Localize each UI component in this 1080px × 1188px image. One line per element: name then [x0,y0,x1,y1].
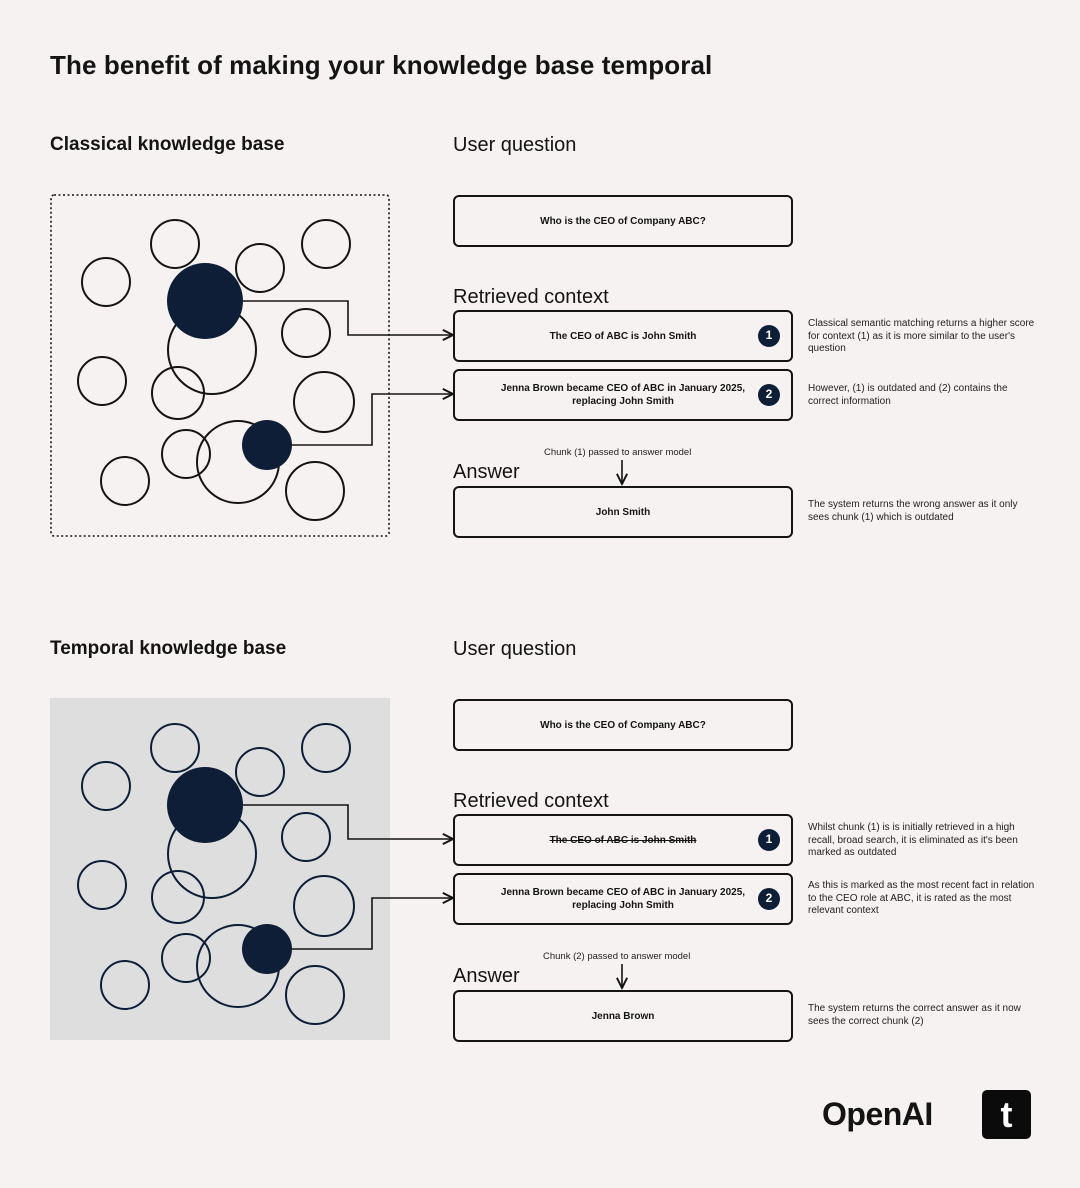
retrieved-context-label: Retrieved context [453,286,609,308]
chunk1-box [453,814,793,866]
kb-chunk1-node [167,263,243,339]
chunk2-badge: 2 [758,384,780,406]
chunk1-badge: 1 [758,829,780,851]
flow-label: Chunk (1) passed to answer model [544,447,692,458]
user-question-label: User question [453,638,577,660]
note-chunk1: Classical semantic matching returns a higher score for context (1) as it is more similar to the user's question [808,318,1035,354]
section-title-classical: Classical knowledge base [50,134,285,155]
kb-node [78,357,126,405]
answer-label: Answer [453,461,520,483]
chunk1-text: The CEO of ABC is John Smith [549,330,697,342]
openai-logo: OpenAI [822,1096,933,1132]
answer-text: John Smith [595,506,651,518]
connector-chunk2 [292,394,453,445]
kb-node [152,367,204,419]
page-title: The benefit of making your knowledge base temporal [50,50,713,80]
chunk2-badge: 2 [758,888,780,910]
chunk1-badge: 1 [758,325,780,347]
kb-node [236,244,284,292]
question-box [453,195,793,247]
answer-text: Jenna Brown [591,1010,655,1022]
note-answer: The system returns the correct answer as it now sees the correct chunk (2) [808,1003,1021,1027]
section-title-temporal: Temporal knowledge base [50,638,287,659]
note-answer: The system returns the wrong answer as it only sees chunk (1) which is outdated [808,499,1018,523]
kb-chunk2-node [242,420,292,470]
user-question-label: User question [453,134,577,156]
kb-chunk1-node [167,767,243,843]
chunk1-text-struck: The CEO of ABC is John Smith [549,834,697,846]
kb-node [302,220,350,268]
kb-node [286,462,344,520]
note-chunk1: Whilst chunk (1) is is initially retrieved in a high recall, broad search, it is eliminated as it's been marked as outdated [808,822,1018,858]
answer-label: Answer [453,965,520,987]
retrieved-context-label: Retrieved context [453,790,609,812]
kb-node [82,258,130,306]
answer-box [453,486,793,538]
note-chunk2: However, (1) is outdated and (2) contains the correct information [808,383,1008,407]
chunk1-box [453,310,793,362]
answer-box [453,990,793,1042]
kb-node [151,220,199,268]
chunk2-box [453,369,793,421]
connector-chunk1 [243,301,453,335]
chunk2-text: Jenna Brown became CEO of ABC in January 2025, replacing John Smith [500,887,746,911]
kb-node [162,430,210,478]
t-logo-icon: t [982,1090,1031,1139]
flow-label: Chunk (2) passed to answer model [543,951,691,962]
note-chunk2: As this is marked as the most recent fact in relation to the CEO role at ABC, it is rated as the most relevant context [808,880,1035,916]
kb-node [294,372,354,432]
chunk2-text: Jenna Brown became CEO of ABC in January 2025, replacing John Smith [500,383,746,407]
question-text: Who is the CEO of Company ABC? [540,719,706,731]
kb-node [282,309,330,357]
kb-chunk2-node [242,924,292,974]
chunk2-box [453,873,793,925]
kb-node [101,457,149,505]
question-box [453,699,793,751]
question-text: Who is the CEO of Company ABC? [540,215,706,227]
